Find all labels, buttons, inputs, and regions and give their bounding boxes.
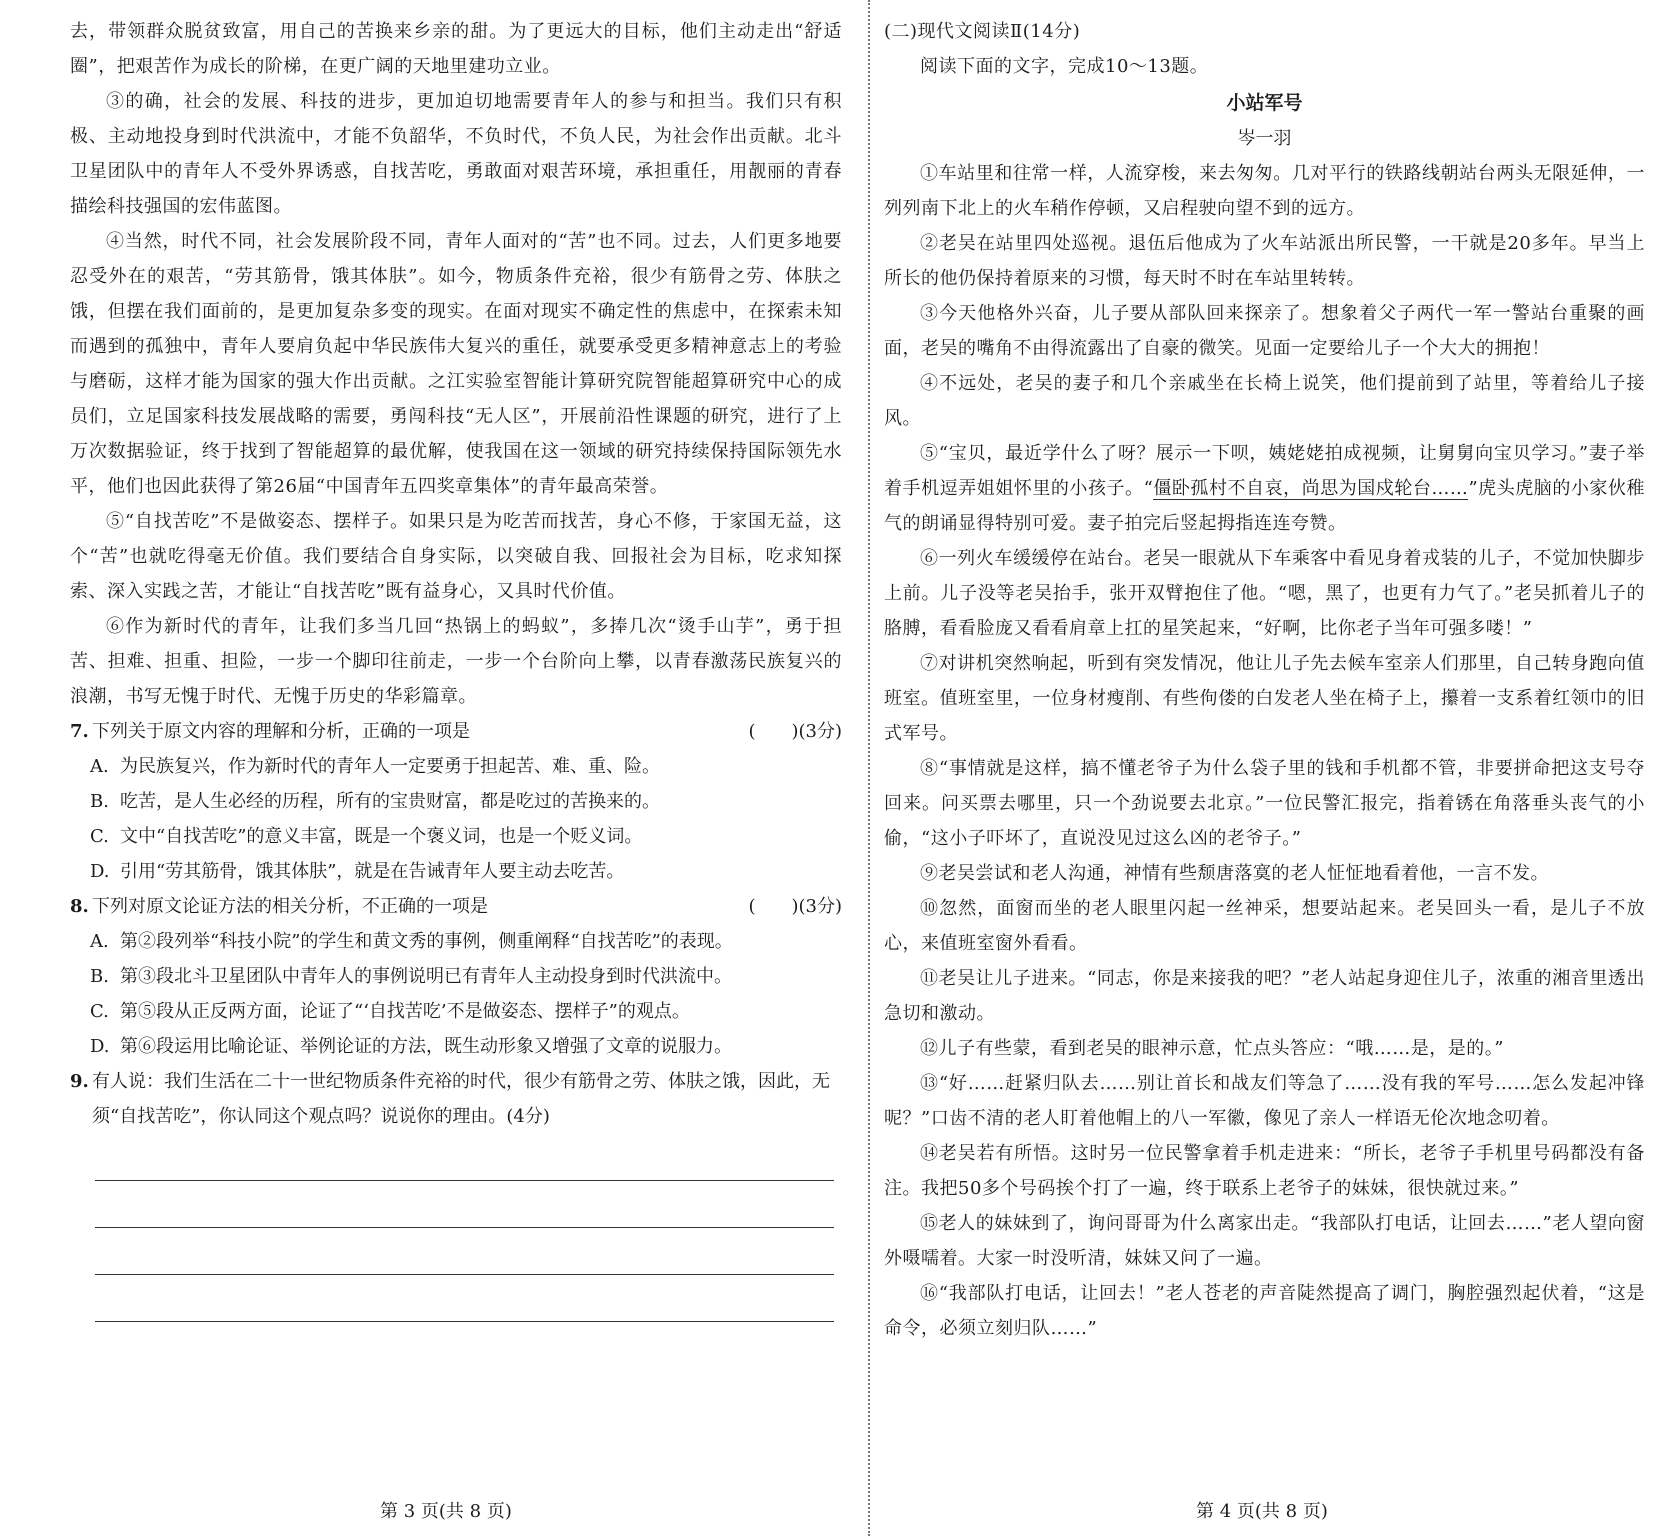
paragraph: ②老吴在站里四处巡视。退伍后他成为了火车站派出所民警，一干就是20多年。早当上所长的他仍保持着原来的习惯，每天时不时在车站里转转。	[884, 233, 1645, 289]
question-number: 7.	[70, 721, 89, 742]
question-9	[70, 1064, 842, 1134]
paragraph: ⑬“好……赶紧归队去……别让首长和战友们等急了……没有我的军号……怎么发起冲锋呢？”口齿不清的老人盯着他帽上的八一军徽，像见了亲人一样语无伦次地念叨着。	[884, 1073, 1645, 1129]
section-heading: (二)现代文阅读Ⅱ(14分)	[884, 21, 1081, 42]
option-letter: D.	[90, 861, 110, 882]
option-letter: C.	[90, 826, 109, 847]
question-stem: 下列关于原文内容的理解和分析，正确的一项是	[92, 721, 470, 742]
paragraph: ⑧“事情就是这样，搞不懂老爷子为什么袋子里的钱和手机都不管，非要拼命把这支号夺回来。问买票去哪里，只一个劲说要去北京。”一位民警汇报完，指着锈在角落垂头丧气的小偷，“这小子吓坏了，直说没见过这么凶的老爷子。”	[884, 758, 1645, 849]
answer-line[interactable]	[95, 1181, 834, 1228]
question-7	[70, 714, 842, 889]
page-number-left: 第 3 页(共 8 页)	[380, 1501, 512, 1522]
article-title: 小站军号	[1226, 92, 1303, 114]
option-d[interactable]	[90, 854, 842, 889]
answer-blank[interactable]: ( )(3分)	[748, 721, 842, 742]
option-text: 吃苦，是人生必经的历程，所有的宝贵财富，都是吃过的苦换来的。	[120, 791, 660, 812]
article-author: 岑一羽	[1237, 128, 1292, 149]
paragraph: ④当然，时代不同，社会发展阶段不同，青年人面对的“苦”也不同。过去，人们更多地要忍受外在的艰苦，“劳其筋骨，饿其体肤”。如今，物质条件充裕，很少有筋骨之劳、体肤之饿，但摆在我们面前的，是更加复杂多变的现实。在面对现实不确定性的焦虑中，在探索未知而遇到的孤独中，青年人要肩负起中华民族伟大复兴的重任，就要承受更多精神意志上的考验与磨砺，这样才能为国家的强大作出贡献。之江实验室智能计算研究院智能超算研究中心的成员们，立足国家科技发展战略的需要，勇闯科技“无人区”，开展前沿性课题的研究，进行了上万次数据验证，终于找到了智能超算的最优解，使我国在这一领域的研究持续保持国际领先水平，他们也因此获得了第26届“中国青年五四奖章集体”的青年最高荣誉。	[70, 231, 842, 497]
paragraph: ⑥一列火车缓缓停在站台。老吴一眼就从下车乘客中看见身着戎装的儿子，不觉加快脚步上前。儿子没等老吴抬手，张开双臂抱住了他。“嗯，黑了，也更有力气了。”老吴抓着儿子的胳膊，看看脸庞又看看肩章上扛的星笑起来，“好啊，比你老子当年可强多喽！”	[884, 548, 1645, 639]
option-c[interactable]	[90, 994, 842, 1029]
paragraph: ⑤“自找苦吃”不是做姿态、摆样子。如果只是为吃苦而找苦，身心不修，于家国无益，这个“苦”也就吃得毫无价值。我们要结合自身实际，以突破自我、回报社会为目标，吃求知探索、深入实践之苦，才能让“自找苦吃”既有益身心，又具时代价值。	[70, 511, 842, 602]
answer-line[interactable]	[95, 1228, 834, 1275]
paragraph: ④不远处，老吴的妻子和几个亲戚坐在长椅上说笑，他们提前到了站里，等着给儿子接风。	[884, 373, 1645, 429]
paragraph: ⑫儿子有些蒙，看到老吴的眼神示意，忙点头答应：“哦……是，是的。”	[920, 1038, 1504, 1059]
paragraph: ⑭老吴若有所悟。这时另一位民警拿着手机走进来：“所长，老爷子手机里号码都没有备注。我把50多个号码挨个打了一遍，终于联系上老爷子的妹妹，很快就过来。”	[884, 1143, 1645, 1199]
option-text: 第③段北斗卫星团队中青年人的事例说明已有青年人主动投身到时代洪流中。	[120, 966, 732, 987]
option-letter: D.	[90, 1036, 110, 1057]
question-stem: 有人说：我们生活在二十一世纪物质条件充裕的时代，很少有筋骨之劳、体肤之饿，因此，无须“自找苦吃”，你认同这个观点吗？说说你的理由。(4分)	[92, 1071, 830, 1127]
paragraph-text: ⑤“宝贝，最近学什么了呀？展示一下呗，姨姥姥拍成视频，让舅舅向宝贝学习。”妻子举着手机逗弄姐姐怀里的小孩子。“	[884, 443, 1645, 499]
paragraph: ⑯“我部队打电话，让回去！”老人苍老的声音陡然提高了调门，胸腔强烈起伏着，“这是命令，必须立刻归队……”	[884, 1283, 1645, 1339]
option-letter: C.	[90, 1001, 109, 1022]
option-text: 文中“自找苦吃”的意义丰富，既是一个褒义词，也是一个贬义词。	[120, 826, 643, 847]
option-letter: B.	[90, 966, 109, 987]
question-8	[70, 889, 842, 1064]
option-text: 引用“劳其筋骨，饿其体肤”，就是在告诫青年人要主动去吃苦。	[120, 861, 625, 882]
paragraph: ⑦对讲机突然响起，听到有突发情况，他让儿子先去候车室亲人们那里，自己转身跑向值班室。值班室里，一位身材瘦削、有些佝偻的白发老人坐在椅子上，攥着一支系着红领巾的旧式军号。	[884, 653, 1645, 744]
option-letter: A.	[90, 756, 109, 777]
option-a[interactable]	[90, 749, 842, 784]
paragraph: ⑨老吴尝试和老人沟通，神情有些颓唐落寞的老人怔怔地看着他，一言不发。	[920, 863, 1549, 884]
paragraph: ③今天他格外兴奋，儿子要从部队回来探亲了。想象着父子两代一军一警站台重聚的画面，老吴的嘴角不由得流露出了自豪的微笑。见面一定要给儿子一个大大的拥抱！	[884, 303, 1645, 359]
paragraph: ⑩忽然，面窗而坐的老人眼里闪起一丝神采，想要站起来。老吴回头一看，是儿子不放心，来值班室窗外看看。	[884, 898, 1645, 954]
answer-area[interactable]	[70, 1134, 842, 1322]
paragraph-text: ”虎头虎脑的小家伙稚气的朗诵显得特别可爱。妻子拍完后竖起拇指连连夸赞。	[884, 478, 1646, 534]
reading-instruction: 阅读下面的文字，完成10～13题。	[920, 56, 1209, 77]
option-letter: B.	[90, 791, 109, 812]
option-letter: A.	[90, 931, 109, 952]
option-text: 第⑤段从正反两方面，论证了“‘自找苦吃’不是做姿态、摆样子”的观点。	[120, 1001, 690, 1022]
question-number: 9.	[70, 1071, 89, 1092]
answer-line[interactable]	[95, 1275, 834, 1322]
option-d[interactable]	[90, 1029, 842, 1064]
answer-line[interactable]	[95, 1134, 834, 1181]
option-text: 为民族复兴，作为新时代的青年人一定要勇于担起苦、难、重、险。	[120, 756, 660, 777]
option-c[interactable]	[90, 819, 842, 854]
underlined-quote: 僵卧孤村不自哀，尚思为国戍轮台……	[1153, 478, 1469, 499]
page-right	[874, 0, 1667, 1536]
question-stem: 下列对原文论证方法的相关分析，不正确的一项是	[92, 896, 488, 917]
page-number-right: 第 4 页(共 8 页)	[1196, 1501, 1328, 1522]
page-divider	[868, 0, 870, 1536]
option-b[interactable]	[90, 959, 842, 994]
option-text: 第⑥段运用比喻论证、举例论证的方法，既生动形象又增强了文章的说服力。	[120, 1036, 732, 1057]
question-number: 8.	[70, 896, 89, 917]
option-text: 第②段列举“科技小院”的学生和黄文秀的事例，侧重阐释“自找苦吃”的表现。	[120, 931, 733, 952]
paragraph: ⑪老吴让儿子进来。“同志，你是来接我的吧？”老人站起身迎住儿子，浓重的湘音里透出急切和激动。	[884, 968, 1645, 1024]
paragraph: ⑥作为新时代的青年，让我们多当几回“热锅上的蚂蚁”，多捧几次“烫手山芋”，勇于担苦、担难、担重、担险，一步一个脚印往前走，一步一个台阶向上攀，以青春激荡民族复兴的浪潮，书写无愧于时代、无愧于历史的华彩篇章。	[70, 616, 842, 707]
paragraph: ⑮老人的妹妹到了，询问哥哥为什么离家出走。“我部队打电话，让回去……”老人望向窗外嗫嚅着。大家一时没听清，妹妹又问了一遍。	[884, 1213, 1645, 1269]
paragraph: ③的确，社会的发展、科技的进步，更加迫切地需要青年人的参与和担当。我们只有积极、主动地投身到时代洪流中，才能不负韶华，不负时代，不负人民，为社会作出贡献。北斗卫星团队中的青年人不受外界诱惑，自找苦吃，勇敢面对艰苦环境，承担重任，用靓丽的青春描绘科技强国的宏伟蓝图。	[70, 91, 842, 217]
paragraph: ①车站里和往常一样，人流穿梭，来去匆匆。几对平行的铁路线朝站台两头无限延伸，一列列南下北上的火车稍作停顿，又启程驶向望不到的远方。	[884, 163, 1645, 219]
paragraph	[884, 436, 1645, 541]
option-a[interactable]	[90, 924, 842, 959]
paragraph: 去，带领群众脱贫致富，用自己的苦换来乡亲的甜。为了更远大的目标，他们主动走出“舒适圈”，把艰苦作为成长的阶梯，在更广阔的天地里建功立业。	[70, 21, 842, 77]
option-b[interactable]	[90, 784, 842, 819]
answer-blank[interactable]: ( )(3分)	[748, 896, 842, 917]
